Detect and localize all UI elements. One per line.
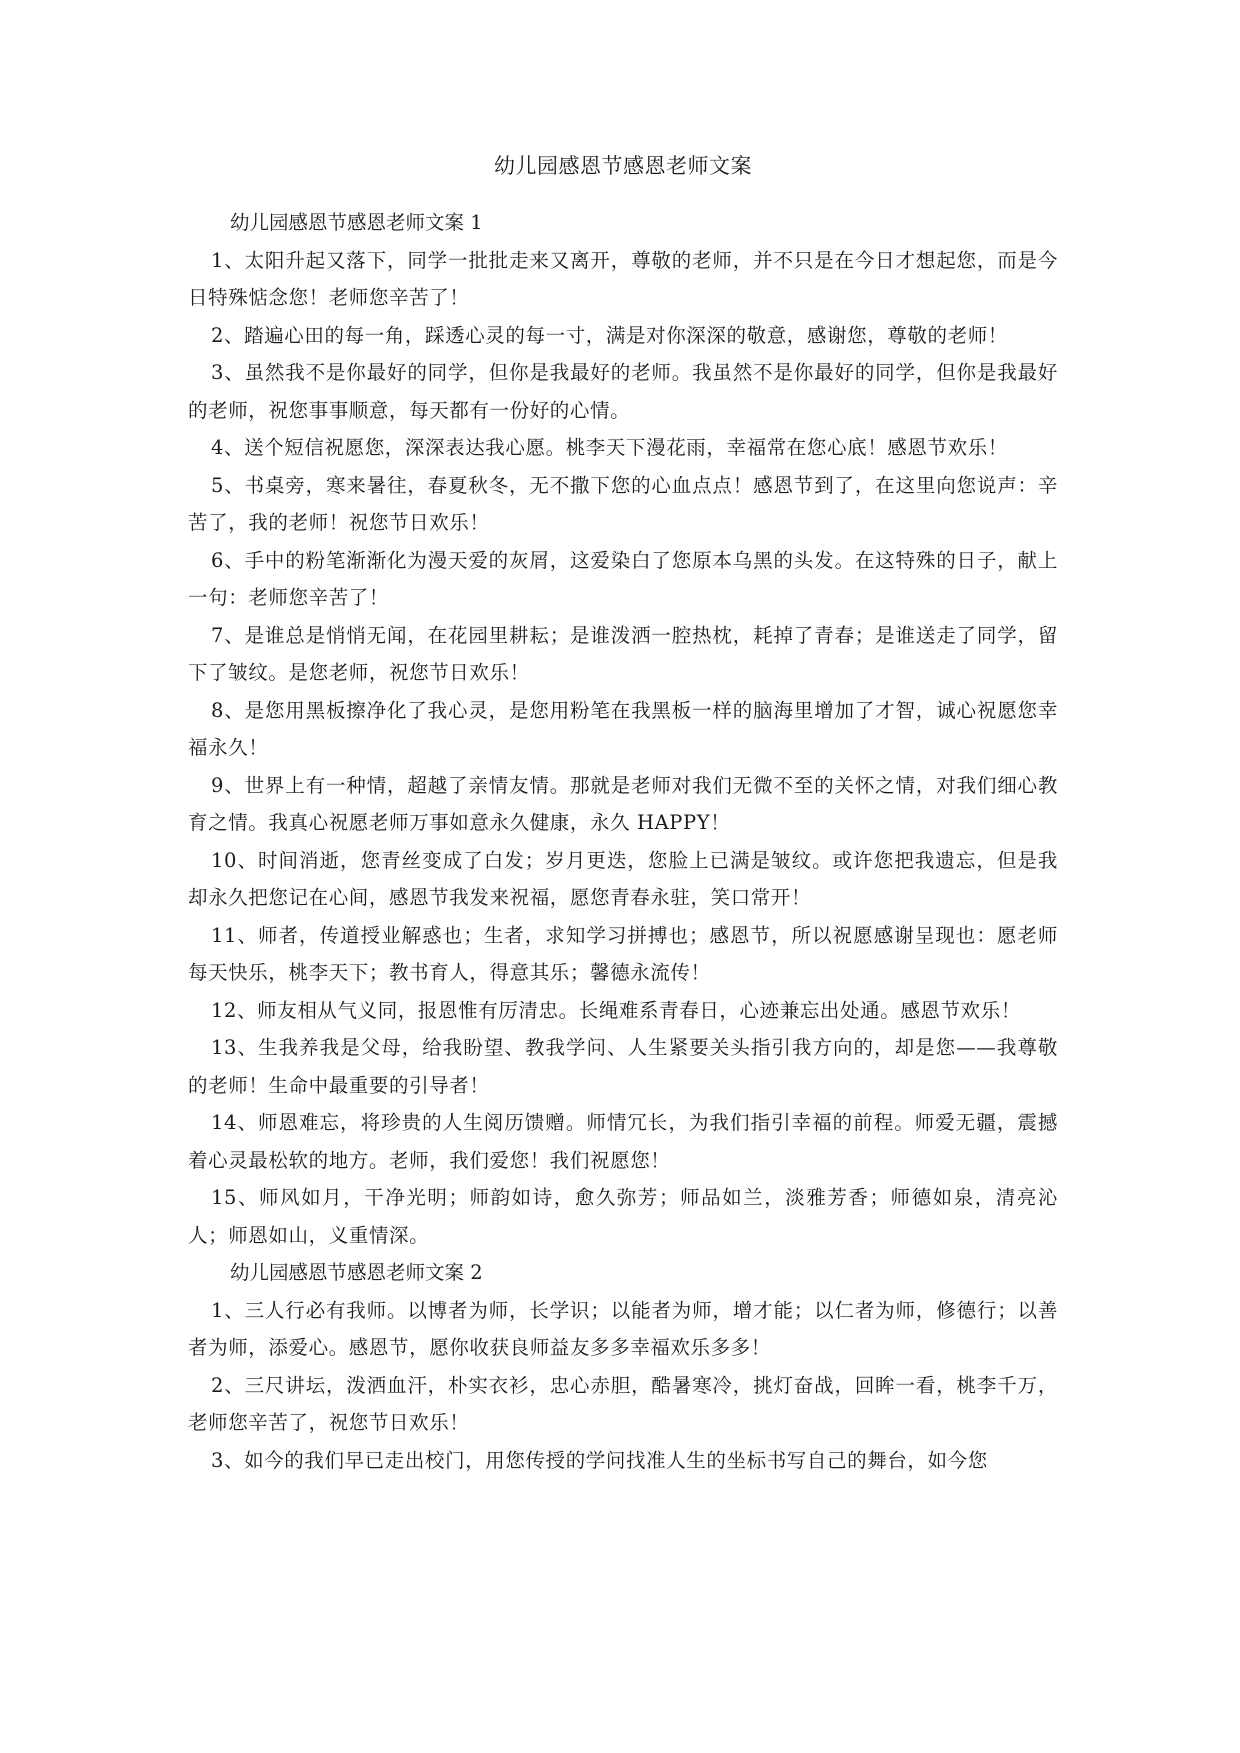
list-item: 3、虽然我不是你最好的同学，但你是我最好的老师。我虽然不是你最好的同学，但你是我最好的老师，祝您事事顺意，每天都有一份好的心情。 — [188, 361, 1058, 422]
list-item: 15、师风如月，干净光明；师韵如诗，愈久弥芳；师品如兰，淡雅芳香；师德如泉，清亮沁人；师恩如山，义重情深。 — [188, 1186, 1058, 1247]
list-item: 11、师者，传道授业解惑也；生者，求知学习拼搏也；感恩节，所以祝愿感谢呈现也：愿老师每天快乐，桃李天下；教书育人，得意其乐；馨德永流传！ — [188, 923, 1058, 984]
list-item: 9、世界上有一种情，超越了亲情友情。那就是老师对我们无微不至的关怀之情，对我们细心教育之情。我真心祝愿老师万事如意永久健康，永久 HAPPY！ — [188, 773, 1058, 834]
section-heading: 幼儿园感恩节感恩老师文案 2 — [230, 1261, 483, 1284]
list-item: 6、手中的粉笔渐渐化为漫天爱的灰屑，这爱染白了您原本乌黑的头发。在这特殊的日子，献上一句：老师您辛苦了！ — [188, 548, 1058, 609]
document-title: 幼儿园感恩节感恩老师文案 — [494, 154, 752, 178]
list-item: 14、师恩难忘，将珍贵的人生阅历馈赠。师情冗长，为我们指引幸福的前程。师爱无疆，震撼着心灵最松软的地方。老师，我们爱您！我们祝愿您！ — [188, 1111, 1058, 1172]
list-item: 1、太阳升起又落下，同学一批批走来又离开，尊敬的老师，并不只是在今日才想起您，而是今日特殊惦念您！老师您辛苦了！ — [188, 248, 1058, 309]
list-item: 5、书桌旁，寒来暑往，春夏秋冬，无不撒下您的心血点点！感恩节到了，在这里向您说声：辛苦了，我的老师！祝您节日欢乐！ — [188, 473, 1058, 534]
section-2 — [188, 1254, 1058, 1479]
list-item: 7、是谁总是悄悄无闻，在花园里耕耘；是谁泼洒一腔热枕，耗掉了青春；是谁送走了同学，留下了皱纹。是您老师，祝您节日欢乐！ — [188, 623, 1058, 684]
list-item: 10、时间消逝，您青丝变成了白发；岁月更迭，您脸上已满是皱纹。或许您把我遗忘，但是我却永久把您记在心间，感恩节我发来祝福，愿您青春永驻，笑口常开！ — [188, 848, 1058, 909]
list-item: 12、师友相从气义同，报恩惟有厉清忠。长绳难系青春日，心迹兼忘出处通。感恩节欢乐！ — [211, 998, 1021, 1022]
document-page — [188, 150, 1058, 1479]
list-item: 8、是您用黑板擦净化了我心灵，是您用粉笔在我黑板一样的脑海里增加了才智，诚心祝愿您幸福永久！ — [188, 698, 1058, 759]
list-item: 1、三人行必有我师。以博者为师，长学识；以能者为师，增才能；以仁者为师，修德行；以善者为师，添爱心。感恩节，愿你收获良师益友多多幸福欢乐多多！ — [188, 1298, 1058, 1359]
list-item: 13、生我养我是父母，给我盼望、教我学问、人生紧要关头指引我方向的，却是您——我尊敬的老师！生命中最重要的引导者！ — [188, 1036, 1058, 1097]
list-item: 3、如今的我们早已走出校门，用您传授的学问找准人生的坐标书写自己的舞台，如今您 — [211, 1448, 988, 1472]
list-item: 2、三尺讲坛，泼洒血汗，朴实衣衫，忠心赤胆，酷暑寒冷，挑灯奋战，回眸一看，桃李千万，老师您辛苦了，祝您节日欢乐！ — [188, 1373, 1058, 1434]
list-item: 2、踏遍心田的每一角，踩透心灵的每一寸，满是对你深深的敬意，感谢您，尊敬的老师！ — [211, 323, 1008, 347]
section-1 — [188, 204, 1058, 1254]
section-heading: 幼儿园感恩节感恩老师文案 1 — [230, 211, 483, 234]
list-item: 4、送个短信祝愿您，深深表达我心愿。桃李天下漫花雨，幸福常在您心底！感恩节欢乐！ — [211, 436, 1008, 459]
